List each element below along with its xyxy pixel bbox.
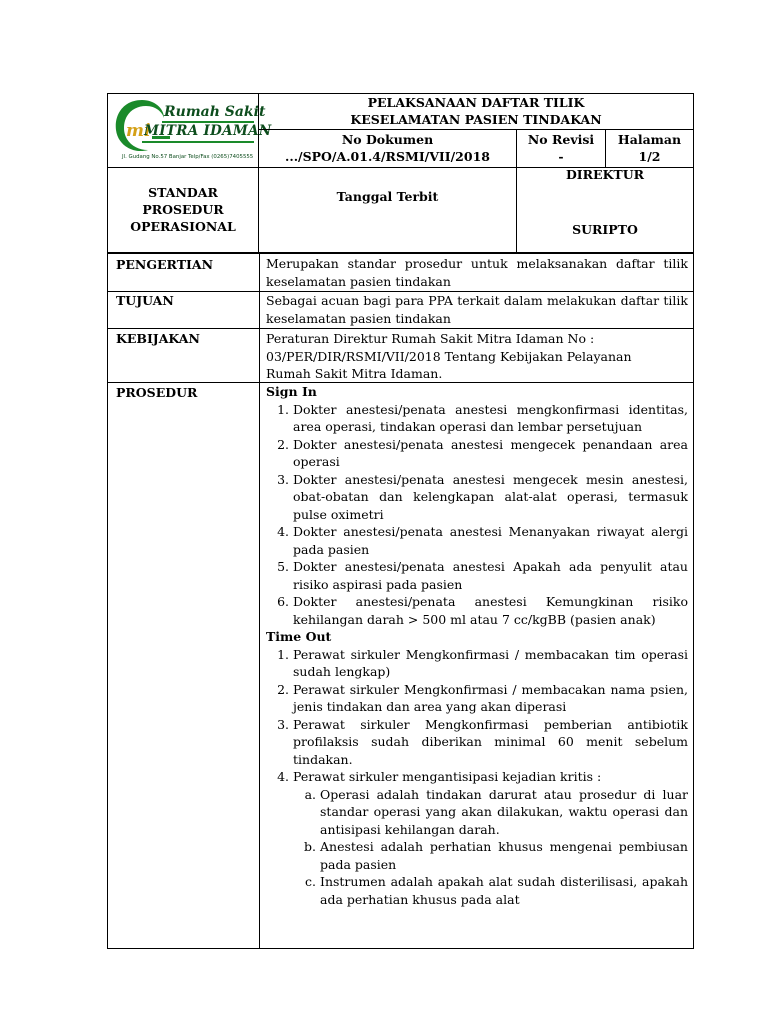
halaman-label: Halaman <box>617 132 682 147</box>
title-line-1: PELAKSANAAN DAFTAR TILIK <box>367 95 585 110</box>
column-divider <box>259 329 260 382</box>
direktur-label: DIREKTUR <box>565 167 645 182</box>
spo-line-3: OPERASIONAL <box>130 219 236 234</box>
list-item: 2. Dokter anestesi/penata anestesi mengecek penandaan area operasi <box>293 436 688 471</box>
kebijakan-label: KEBIJAKAN <box>116 331 200 346</box>
no-dokumen-value: .../SPO/A.01.4/RSMI/VII/2018 <box>285 149 490 164</box>
document-title <box>258 94 694 128</box>
no-dokumen <box>258 131 517 165</box>
sign-in-title: Sign In <box>266 384 317 399</box>
hospital-logo <box>108 94 272 167</box>
kritis-list <box>293 786 688 909</box>
kebijakan-line-1: Peraturan Direktur Rumah Sakit Mitra Idaman No : <box>266 331 595 346</box>
prosedur-row <box>107 382 694 949</box>
list-item: 1. Perawat sirkuler Mengkonfirmasi / membacakan tim operasi sudah lengkap) <box>293 646 688 681</box>
time-out-list <box>266 646 688 909</box>
column-divider <box>259 383 260 948</box>
no-revisi <box>516 131 606 165</box>
spo-line-1: STANDAR <box>148 185 218 200</box>
sign-in-list <box>266 401 688 629</box>
prosedur-content <box>266 383 688 908</box>
list-item: 4. Dokter anestesi/penata anestesi Menanyakan riwayat alergi pada pasien <box>293 523 688 558</box>
halaman-value: 1/2 <box>638 149 661 164</box>
column-divider <box>259 254 260 291</box>
logo-address: Jl. Gudang No.57 Banjar Telp/Fax (0265)7405555 <box>122 154 254 160</box>
pengertian-text: Merupakan standar prosedur untuk melaksanakan daftar tilik keselamatan pasien tindakan <box>266 256 688 289</box>
prosedur-label: PROSEDUR <box>116 385 198 400</box>
tujuan-label: TUJUAN <box>116 293 174 308</box>
direktur-name: SURIPTO <box>572 222 638 237</box>
list-item: 2. Perawat sirkuler Mengkonfirmasi / membacakan nama psien, jenis tindakan dan area yang akan diperasi <box>293 681 688 716</box>
spo-line-2: PROSEDUR <box>142 202 224 217</box>
logo-underline-2 <box>142 141 254 143</box>
halaman <box>605 131 694 165</box>
list-item: 1. Dokter anestesi/penata anestesi mengkonfirmasi identitas, area operasi, tindakan operasi dan lembar persetujuan <box>293 401 688 436</box>
tujuan-text: Sebagai acuan bagi para PPA terkait dalam melakukan daftar tilik keselamatan pasien tindakan <box>266 293 688 326</box>
tanggal-terbit-cell <box>258 167 517 254</box>
logo-name-line2: MITRA IDAMAN <box>144 123 272 139</box>
title-line-2: KESELAMATAN PASIEN TINDAKAN <box>350 112 602 127</box>
kebijakan-row <box>107 328 694 383</box>
pengertian-row <box>107 253 694 292</box>
list-item: c. Instrumen adalah apakah alat sudah disterilisasi, apakah ada perhatian khusus pada alat <box>320 873 688 908</box>
tujuan-row <box>107 291 694 329</box>
kebijakan-line-3: Rumah Sakit Mitra Idaman. <box>266 366 443 381</box>
logo-name-line1: Rumah Sakit <box>164 104 266 120</box>
spo-title <box>107 184 259 235</box>
kebijakan-text <box>266 330 688 383</box>
list-item: b. Anestesi adalah perhatian khusus mengenai pembiusan pada pasien <box>320 838 688 873</box>
tanggal-terbit-label: Tanggal Terbit <box>336 189 439 204</box>
list-item: a. Operasi adalah tindakan darurat atau prosedur di luar standar operasi yang akan dilakukan, waktu operasi dan antisipasi kehilangan darah. <box>320 786 688 839</box>
no-revisi-label: No Revisi <box>527 132 595 147</box>
list-item: 5. Dokter anestesi/penata anestesi Apakah ada penyulit atau risiko aspirasi pada pasien <box>293 558 688 593</box>
list-item-text: Perawat sirkuler mengantisipasi kejadian kritis : <box>293 769 602 784</box>
list-item: 6. Dokter anestesi/penata anestesi Kemungkinan risiko kehilangan darah > 500 ml atau 7 cc/kgBB (pasien anak) <box>293 593 688 628</box>
column-divider <box>259 292 260 328</box>
svg-text:mi: mi <box>126 121 151 141</box>
list-item: 3. Perawat sirkuler Mengkonfirmasi pemberian antibiotik profilaksis sudah diberikan minimal 60 menit sebelum tindakan. <box>293 716 688 769</box>
no-revisi-value: - <box>558 149 564 164</box>
list-item <box>293 768 688 908</box>
list-item: 3. Dokter anestesi/penata anestesi mengecek mesin anestesi, obat-obatan dan kelengkapan alat-alat operasi, termasuk pulse oximetri <box>293 471 688 524</box>
time-out-title: Time Out <box>266 629 332 644</box>
no-dokumen-label: No Dokumen <box>341 132 434 147</box>
pengertian-label: PENGERTIAN <box>116 257 213 272</box>
kebijakan-line-2: 03/PER/DIR/RSMI/VII/2018 Tentang Kebijakan Pelayanan <box>266 348 632 364</box>
